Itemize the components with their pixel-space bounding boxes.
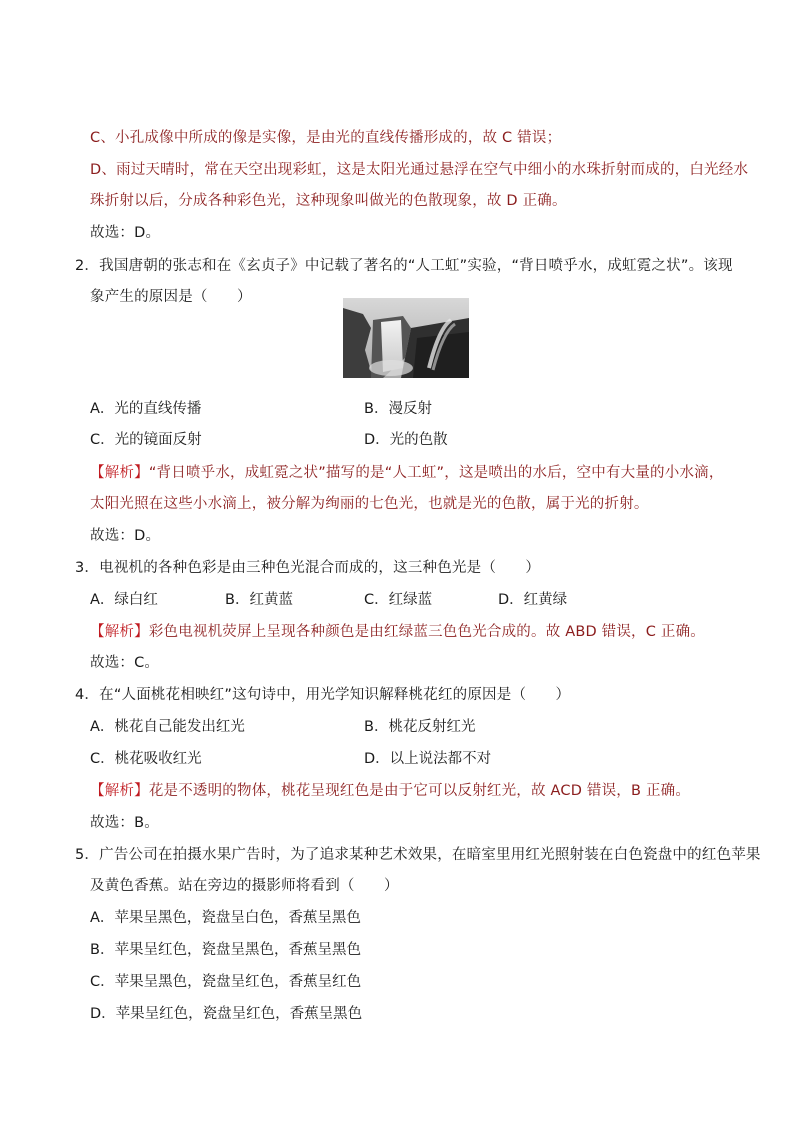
q2-option-c: C．光的镜面反射 bbox=[90, 432, 202, 448]
q4-option-c: C．桃花吸收红光 bbox=[90, 751, 202, 767]
q5-option-a: A．苹果呈黑色，瓷盘呈白色，香蕉呈黑色 bbox=[90, 910, 361, 926]
q3-option-b: B．红黄蓝 bbox=[225, 592, 293, 608]
q2-option-d: D．光的色散 bbox=[364, 432, 448, 448]
q2-answer: 故选：D。 bbox=[90, 528, 161, 544]
q1-option-d-explanation-line1: D、雨过天晴时，常在天空出现彩虹，这是太阳光通过悬浮在空气中细小的水珠折射而成的，白光经水 bbox=[90, 162, 749, 178]
q3-analysis bbox=[90, 622, 705, 642]
q4-answer: 故选：B。 bbox=[90, 815, 159, 831]
q5-option-b: B．苹果呈红色，瓷盘呈黑色，香蕉呈黑色 bbox=[90, 942, 361, 958]
q2-stem-line2: 象产生的原因是（ ） bbox=[90, 289, 252, 305]
q3-option-c: C．红绿蓝 bbox=[364, 592, 433, 608]
q2-option-a: A．光的直线传播 bbox=[90, 401, 202, 417]
q2-stem-line1: 2．我国唐朝的张志和在《玄贞子》中记载了著名的“人工虹”实验，“背日喷乎水，成虹霓之状”。该现 bbox=[75, 258, 733, 274]
q3-analysis-text: 彩色电视机荧屏上呈现各种颜色是由红绿蓝三色色光合成的。故 ABD 错误，C 正确。 bbox=[148, 624, 705, 640]
q2-analysis-line2: 太阳光照在这些小水滴上，被分解为绚丽的七色光，也就是光的色散，属于光的折射。 bbox=[90, 496, 649, 512]
q4-option-d: D．以上说法都不对 bbox=[364, 751, 492, 767]
q2-analysis-line1 bbox=[90, 463, 724, 483]
q3-option-a: A．绿白红 bbox=[90, 592, 158, 608]
q4-analysis-text: 花是不透明的物体，桃花呈现红色是由于它可以反射红光，故 ACD 错误，B 正确。 bbox=[148, 783, 691, 799]
analysis-tag: 【解析】 bbox=[90, 783, 149, 799]
q2-analysis-text: “背日喷乎水，成虹霓之状”描写的是“人工虹”，这是喷出的水后，空中有大量的小水滴， bbox=[148, 465, 724, 481]
q4-analysis bbox=[90, 781, 690, 801]
analysis-tag: 【解析】 bbox=[90, 624, 149, 640]
q1-option-d-explanation-line2: 珠折射以后，分成各种彩色光，这种现象叫做光的色散现象，故 D 正确。 bbox=[90, 193, 567, 209]
q5-stem-line2: 及黄色香蕉。站在旁边的摄影师将看到（ ） bbox=[90, 878, 399, 894]
waterfall-rainbow-photo bbox=[343, 298, 469, 378]
q3-option-d: D．红黄绿 bbox=[498, 592, 568, 608]
q1-option-c-explanation: C、小孔成像中所成的像是实像，是由光的直线传播形成的，故 C 错误； bbox=[90, 130, 562, 146]
q4-stem: 4．在“人面桃花相映红”这句诗中，用光学知识解释桃花红的原因是（ ） bbox=[75, 687, 571, 703]
analysis-tag: 【解析】 bbox=[90, 465, 149, 481]
q4-option-a: A．桃花自己能发出红光 bbox=[90, 719, 245, 735]
q4-option-b: B．桃花反射红光 bbox=[364, 719, 476, 735]
q1-answer: 故选：D。 bbox=[90, 225, 161, 241]
q5-option-d: D．苹果呈红色，瓷盘呈红色，香蕉呈黑色 bbox=[90, 1006, 363, 1022]
q3-stem: 3．电视机的各种色彩是由三种色光混合而成的，这三种色光是（ ） bbox=[75, 560, 541, 576]
q5-stem-line1: 5．广告公司在拍摄水果广告时，为了追求某种艺术效果，在暗室里用红光照射装在白色瓷盘中的红色苹果 bbox=[75, 847, 761, 863]
q3-answer: 故选：C。 bbox=[90, 655, 160, 671]
q2-option-b: B．漫反射 bbox=[364, 401, 432, 417]
q5-option-c: C．苹果呈黑色，瓷盘呈红色，香蕉呈红色 bbox=[90, 974, 362, 990]
